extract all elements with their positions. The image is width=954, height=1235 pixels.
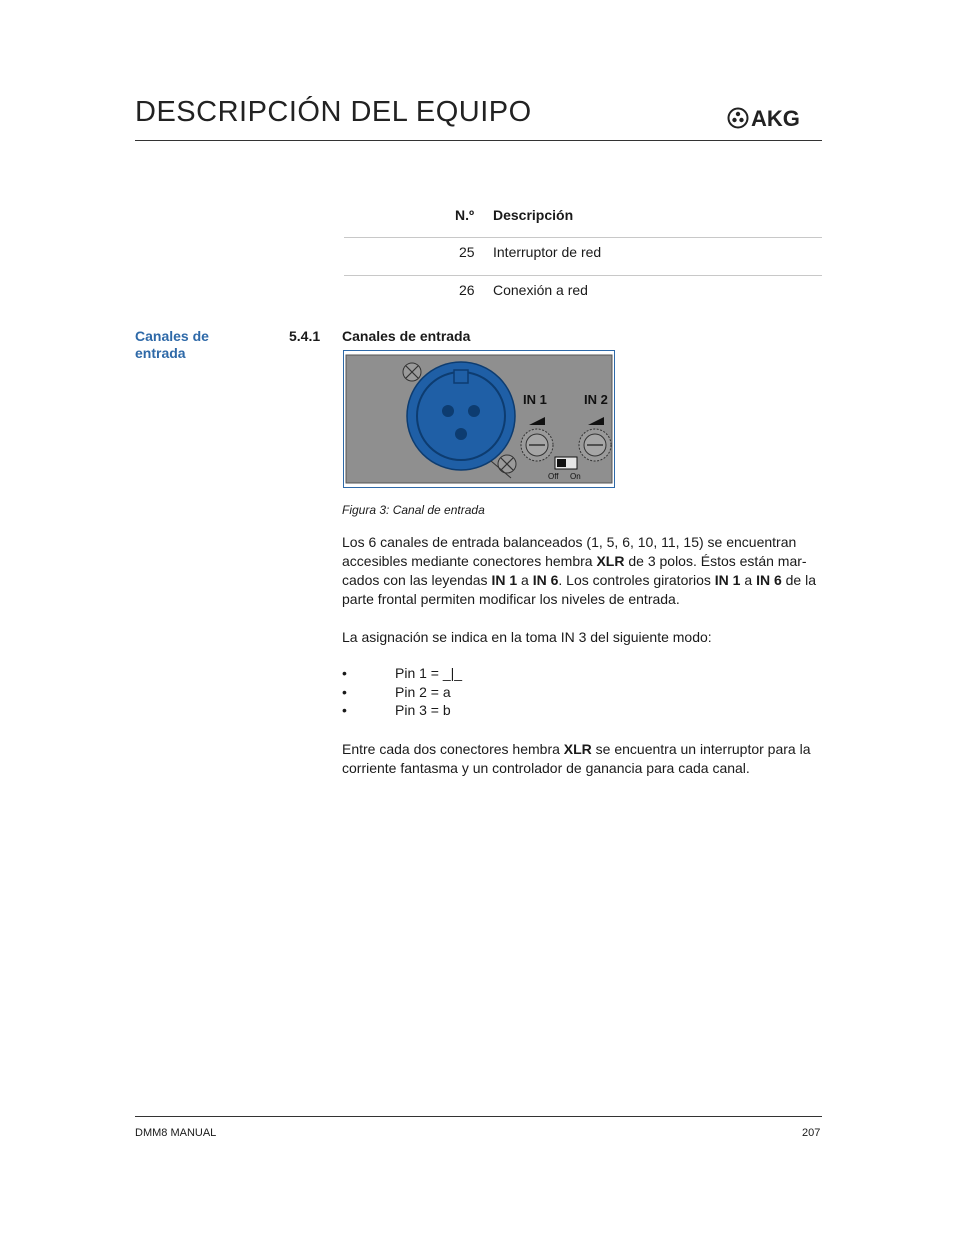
side-heading: Canales de entrada (135, 328, 209, 361)
table-divider (344, 237, 822, 238)
list-item: Pin 1 = _|_ (395, 665, 463, 681)
phantom-switch-icon (555, 457, 577, 469)
gain-knob-icon (579, 429, 611, 461)
section-number: 5.4.1 (289, 328, 321, 344)
footer-manual-name: DMM8 MANUAL (135, 1127, 217, 1139)
table-header-desc: Descripción (493, 207, 574, 223)
page-title: DESCRIPCIÓN DEL EQUIPO (135, 96, 532, 128)
table-row-desc: Conexión a red (493, 282, 588, 298)
paragraph-1: Los 6 canales de entrada balanceados (1, 5, 6, 10, 11, 15) se encuentran accesibles mediante conectores hembra XLR de 3 polos. Éstos están mar-cados con las leyendas IN 1 a IN 6. Los controles giratorios IN 1 a IN 6 de la parte frontal permiten modificar los niveles de entrada. (342, 534, 816, 607)
table-header-num: N.º (455, 207, 475, 223)
switch-on-label: On (570, 472, 581, 481)
gain-knob-icon (521, 429, 553, 461)
switch-off-label: Off (548, 472, 559, 481)
table-divider (344, 275, 822, 276)
bullet-symbol: • (342, 702, 347, 718)
screw-icon (403, 363, 421, 381)
footer-page-number: 207 (802, 1127, 821, 1139)
footer-divider (135, 1116, 822, 1117)
logo-text: AKG (751, 106, 800, 130)
in1-label: IN 1 (523, 392, 547, 407)
bullet-symbol: • (342, 684, 347, 700)
list-item: Pin 2 = a (395, 684, 451, 700)
input-channel-figure (343, 350, 615, 488)
in2-label: IN 2 (584, 392, 608, 407)
table-row-desc: Interruptor de red (493, 244, 602, 260)
screw-icon (498, 455, 516, 473)
table-row-num: 26 (459, 282, 475, 298)
header-divider (135, 140, 822, 141)
bullet-symbol: • (342, 665, 347, 681)
section-title: Canales de entrada (342, 328, 471, 344)
figure-caption: Figura 3: Canal de entrada (342, 503, 485, 517)
paragraph-3: Entre cada dos conectores hembra XLR se encuentra un interruptor para la corriente fantasma y un controlador de ganancia para cada canal. (342, 741, 811, 776)
akg-logo-icon (727, 106, 823, 130)
list-item: Pin 3 = b (395, 702, 451, 718)
paragraph-2: La asignación se indica en la toma IN 3 del siguiente modo: (342, 629, 712, 645)
table-row-num: 25 (459, 244, 475, 260)
